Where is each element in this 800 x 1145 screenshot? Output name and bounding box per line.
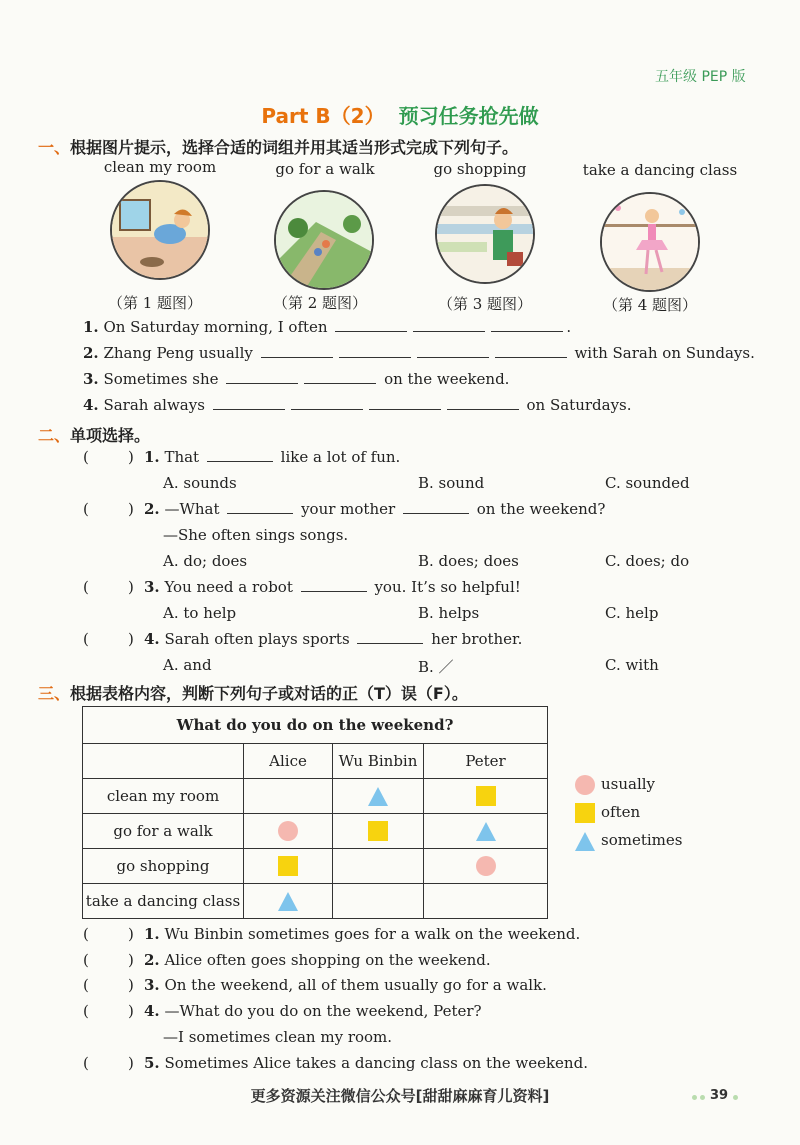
table-title: What do you do on the weekend? [83,707,548,744]
s3-paren-open[interactable]: ( [83,925,89,943]
s3-question-3 [144,976,547,994]
table-row [83,849,548,884]
answer-blank[interactable] [339,356,411,358]
s2-paren-close: ) [128,578,134,596]
answer-blank[interactable] [413,330,485,332]
table-row [83,779,548,814]
section3-instruction: 根据表格内容，判断下列句子或对话的正（T）误（F）。 [70,684,468,703]
picture-go-for-walk [274,190,374,290]
s3-paren-close: ) [128,976,134,994]
page-dot [692,1095,697,1100]
s2-paren-close: ) [128,448,134,466]
answer-blank[interactable] [447,408,519,410]
answer-blank[interactable] [335,330,407,332]
page-dot [700,1095,705,1100]
mark-cell [424,884,548,919]
s2-question-2 [144,500,605,518]
s3-paren-close: ) [128,951,134,969]
s2-q1-end: like a lot of fun. [280,448,401,466]
s2-q2-option-b[interactable]: B. does; does [418,552,519,570]
s1-question-1 [83,318,571,336]
s2-q1-option-a[interactable]: A. sounds [163,474,237,492]
s3-q3-text: On the weekend, all of them usually go for a walk. [164,976,547,994]
usually-circle-icon [476,856,496,876]
often-square-icon [278,856,298,876]
section3-number: 三、 [38,684,71,703]
s1-q4-end: on Saturdays. [526,396,632,414]
square-icon [575,803,595,823]
s2-q4-end: her brother. [431,630,523,648]
column-header: Alice [244,744,333,779]
answer-blank[interactable] [491,330,563,332]
s1-q1-end: . [566,318,572,336]
mark-cell [333,814,424,849]
often-square-icon [476,786,496,806]
s3-q2-number: 2. [144,951,160,969]
s1-q4-number: 4. [83,396,99,414]
s2-q2-option-c[interactable]: C. does; do [605,552,690,570]
s3-paren-close: ) [128,1054,134,1072]
s2-q3-option-b[interactable]: B. helps [418,604,480,622]
legend-usually-label: usually [601,775,656,793]
answer-blank[interactable] [261,356,333,358]
s2-q2-mid: your mother [301,500,396,518]
s2-paren-close: ) [128,630,134,648]
s3-paren-close: ) [128,1002,134,1020]
s1-q3-end: on the weekend. [384,370,510,388]
section2-heading [38,423,150,446]
answer-blank[interactable] [291,408,363,410]
picture-go-shopping [435,184,535,284]
s3-paren-open[interactable]: ( [83,976,89,994]
part-label: Part B（2） [261,104,385,128]
s2-paren-open[interactable]: ( [83,578,89,596]
s3-q4-reply: —I sometimes clean my room. [163,1028,393,1046]
s3-paren-close: ) [128,925,134,943]
footer-text: 更多资源关注微信公众号[甜甜麻麻育儿资料] [250,1087,550,1105]
s1-q2-text: Zhang Peng usually [103,344,253,362]
s1-q3-number: 3. [83,370,99,388]
caption-3: （第 3 题图） [437,295,533,313]
answer-blank[interactable] [207,460,273,462]
s1-q1-text: On Saturday morning, I often [103,318,328,336]
answer-blank[interactable] [301,590,367,592]
answer-blank[interactable] [357,642,423,644]
legend-usually [575,775,655,795]
section1-heading [38,135,518,158]
s3-q1-number: 1. [144,925,160,943]
table-row [83,884,548,919]
s3-question-1 [144,925,580,943]
s1-question-3 [83,370,509,388]
s2-question-1 [144,448,400,466]
answer-blank[interactable] [213,408,285,410]
s3-q4-number: 4. [144,1002,160,1020]
s2-paren-open[interactable]: ( [83,448,89,466]
s2-q3-end: you. It’s so helpful! [374,578,521,596]
s2-q2-text: —What [164,500,220,518]
s2-q3-option-c[interactable]: C. help [605,604,659,622]
s3-question-2 [144,951,491,969]
table-corner [83,744,244,779]
page-title [0,100,800,129]
row-activity: go shopping [83,849,244,884]
s1-question-4 [83,396,632,414]
grade-label: 五年级 PEP 版 [655,69,746,85]
caption-1: （第 1 题图） [107,294,203,312]
mark-cell [424,849,548,884]
s2-q2-end: on the weekend? [476,500,606,518]
answer-blank[interactable] [304,382,376,384]
circle-icon [575,775,595,795]
s2-q2-reply: —She often sings songs. [163,526,349,544]
sometimes-triangle-icon [476,822,496,841]
row-activity: clean my room [83,779,244,814]
column-header: Wu Binbin [333,744,424,779]
section2-number: 二、 [38,426,71,445]
s2-q1-text: That [164,448,200,466]
answer-blank[interactable] [403,512,469,514]
answer-blank[interactable] [369,408,441,410]
s2-question-4 [144,630,522,648]
s3-q3-number: 3. [144,976,160,994]
answer-blank[interactable] [417,356,489,358]
triangle-icon [575,832,595,851]
s2-paren-open[interactable]: ( [83,500,89,518]
usually-circle-icon [278,821,298,841]
mark-cell [244,779,333,814]
mark-cell [333,884,424,919]
caption-2: （第 2 题图） [272,294,368,312]
mark-cell [333,779,424,814]
phrase-3: go shopping [433,160,527,178]
legend-often [575,803,640,823]
page-dot [733,1095,738,1100]
legend-sometimes-label: sometimes [601,831,683,849]
s2-q3-text: You need a robot [164,578,293,596]
s3-question-4 [144,1002,482,1020]
picture-dancing-class [600,192,700,292]
s2-paren-close: ) [128,500,134,518]
s1-q2-number: 2. [83,344,99,362]
s2-question-3 [144,578,521,596]
s2-q1-option-b[interactable]: B. sound [418,474,485,492]
title-subtitle: 预习任务抢先做 [398,104,539,128]
s2-q3-option-a[interactable]: A. to help [163,604,237,622]
phrase-4: take a dancing class [582,161,738,179]
often-square-icon [368,821,388,841]
answer-blank[interactable] [227,512,293,514]
s1-q2-end: with Sarah on Sundays. [574,344,755,362]
s3-q4-text: —What do you do on the weekend, Peter? [164,1002,482,1020]
mark-cell [244,849,333,884]
s3-q2-text: Alice often goes shopping on the weekend. [164,951,491,969]
caption-4: （第 4 题图） [602,296,698,314]
s3-question-5 [144,1054,588,1072]
row-activity: go for a walk [83,814,244,849]
s2-q2-number: 2. [144,500,160,518]
s1-q4-text: Sarah always [103,396,205,414]
table-row [83,814,548,849]
s2-q4-option-a[interactable]: A. and [163,656,212,674]
s3-q5-number: 5. [144,1054,160,1072]
mark-cell [244,814,333,849]
s3-q1-text: Wu Binbin sometimes goes for a walk on the weekend. [164,925,581,943]
s2-q3-number: 3. [144,578,160,596]
row-activity: take a dancing class [83,884,244,919]
s3-paren-open[interactable]: ( [83,951,89,969]
weekend-table [82,706,548,919]
s2-q1-option-c[interactable]: C. sounded [605,474,690,492]
sometimes-triangle-icon [278,892,298,911]
s1-q1-number: 1. [83,318,99,336]
page-number: 39 [710,1088,729,1103]
s3-paren-open[interactable]: ( [83,1054,89,1072]
s2-paren-open[interactable]: ( [83,630,89,648]
section2-instruction: 单项选择。 [70,426,151,445]
sometimes-triangle-icon [368,787,388,806]
legend-often-label: often [601,803,641,821]
s3-paren-open[interactable]: ( [83,1002,89,1020]
picture-clean-room [110,180,210,280]
s2-q4-number: 4. [144,630,160,648]
answer-blank[interactable] [226,382,298,384]
section1-instruction: 根据图片提示，选择合适的词组并用其适当形式完成下列句子。 [70,138,519,157]
phrase-2: go for a walk [275,160,375,178]
s2-q4-option-c[interactable]: C. with [605,656,659,674]
s2-q4-text: Sarah often plays sports [164,630,350,648]
s2-q2-option-a[interactable]: A. do; does [163,552,248,570]
mark-cell [244,884,333,919]
s3-q5-text: Sometimes Alice takes a dancing class on the weekend. [164,1054,588,1072]
s1-q3-text: Sometimes she [103,370,219,388]
legend-sometimes [575,831,682,851]
s2-q1-number: 1. [144,448,160,466]
mark-cell [333,849,424,884]
section3-heading [38,681,468,704]
s1-question-2 [83,344,755,362]
s2-q4-option-b[interactable]: B. ／ [418,658,454,676]
mark-cell [424,814,548,849]
phrase-1: clean my room [103,158,217,176]
answer-blank[interactable] [495,356,567,358]
column-header: Peter [424,744,548,779]
mark-cell [424,779,548,814]
section1-number: 一、 [38,138,71,157]
